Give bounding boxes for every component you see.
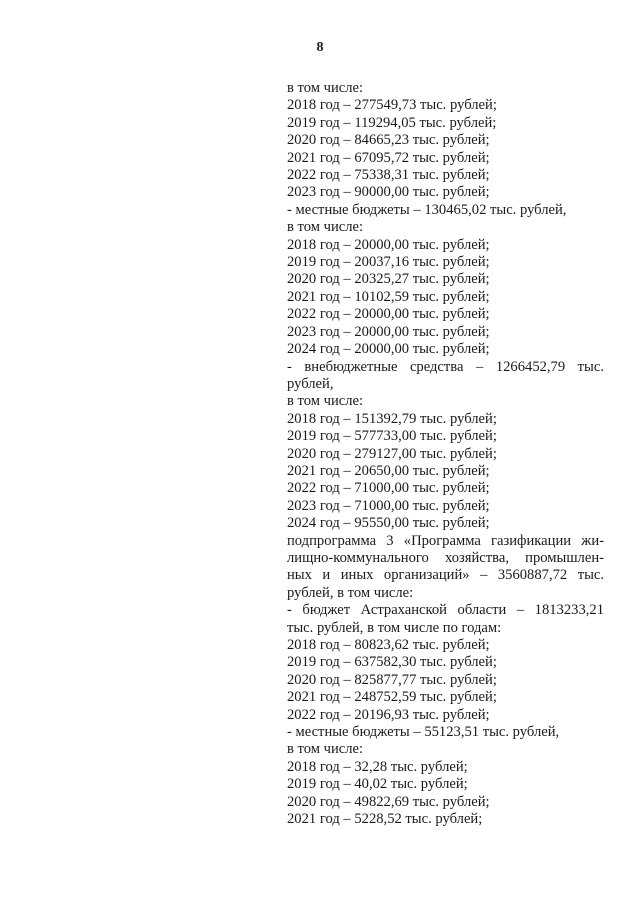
text-line: 2024 год – 20000,00 тыс. рублей; — [287, 341, 490, 358]
text-line: тыс. рублей, в том числе по годам: — [287, 619, 502, 636]
text-line: в том числе: — [287, 393, 364, 410]
text-line: 2018 год – 20000,00 тыс. рублей; — [287, 236, 490, 253]
text-line: 2022 год – 20000,00 тыс. рублей; — [287, 306, 490, 323]
text-line: 2023 год – 90000,00 тыс. рублей; — [287, 184, 490, 201]
text-line: 2020 год – 20325,27 тыс. рублей; — [287, 271, 490, 288]
text-line: 2020 год – 49822,69 тыс. рублей; — [287, 793, 490, 810]
text-line: 2020 год – 84665,23 тыс. рублей; — [287, 132, 490, 149]
text-line: 2021 год – 5228,52 тыс. рублей; — [287, 811, 483, 828]
text-line: 2022 год – 20196,93 тыс. рублей; — [287, 706, 490, 723]
text-line: 2018 год – 277549,73 тыс. рублей; — [287, 97, 497, 114]
text-line: 2021 год – 10102,59 тыс. рублей; — [287, 288, 490, 305]
text-line: - бюджет Астраханской области – 1813233,21 — [287, 602, 604, 619]
text-line: - внебюджетные средства – 1266452,79 тыс. — [287, 358, 604, 375]
text-line: 2018 год – 151392,79 тыс. рублей; — [287, 410, 497, 427]
funding-text-column — [287, 80, 604, 828]
text-line: 2020 год – 825877,77 тыс. рублей; — [287, 671, 497, 688]
text-line: в том числе: — [287, 741, 364, 758]
text-line: 2018 год – 32,28 тыс. рублей; — [287, 758, 468, 775]
page-number: 8 — [316, 40, 324, 55]
text-line: 2019 год – 577733,00 тыс. рублей; — [287, 428, 497, 445]
text-line: - местные бюджеты – 55123,51 тыс. рублей, — [287, 724, 560, 741]
text-line: подпрограмма 3 «Программа газификации жи- — [287, 532, 604, 549]
text-line: рублей, — [287, 375, 334, 392]
text-line: лищно-коммунального хозяйства, промышлен- — [287, 549, 604, 566]
text-line: 2024 год – 95550,00 тыс. рублей; — [287, 515, 490, 532]
text-line: 2022 год – 71000,00 тыс. рублей; — [287, 480, 490, 497]
text-line: 2023 год – 20000,00 тыс. рублей; — [287, 323, 490, 340]
text-line: в том числе: — [287, 219, 364, 236]
text-line: в том числе: — [287, 80, 364, 96]
text-line: 2019 год – 119294,05 тыс. рублей; — [287, 114, 497, 131]
text-line: - местные бюджеты – 130465,02 тыс. рублей, — [287, 201, 567, 218]
text-line: рублей, в том числе: — [287, 584, 414, 601]
text-line: ных и иных организаций» – 3560887,72 тыс. — [287, 567, 604, 584]
text-line: 2019 год – 20037,16 тыс. рублей; — [287, 254, 490, 271]
text-line: 2019 год – 40,02 тыс. рублей; — [287, 776, 468, 793]
text-line: 2022 год – 75338,31 тыс. рублей; — [287, 167, 490, 184]
text-line: 2023 год – 71000,00 тыс. рублей; — [287, 497, 490, 514]
text-line: 2019 год – 637582,30 тыс. рублей; — [287, 654, 497, 671]
text-line: 2021 год – 20650,00 тыс. рублей; — [287, 462, 490, 479]
text-line: 2020 год – 279127,00 тыс. рублей; — [287, 445, 497, 462]
text-line: 2021 год – 67095,72 тыс. рублей; — [287, 149, 490, 166]
text-line: 2018 год – 80823,62 тыс. рублей; — [287, 637, 490, 653]
text-line: 2021 год – 248752,59 тыс. рублей; — [287, 689, 497, 706]
